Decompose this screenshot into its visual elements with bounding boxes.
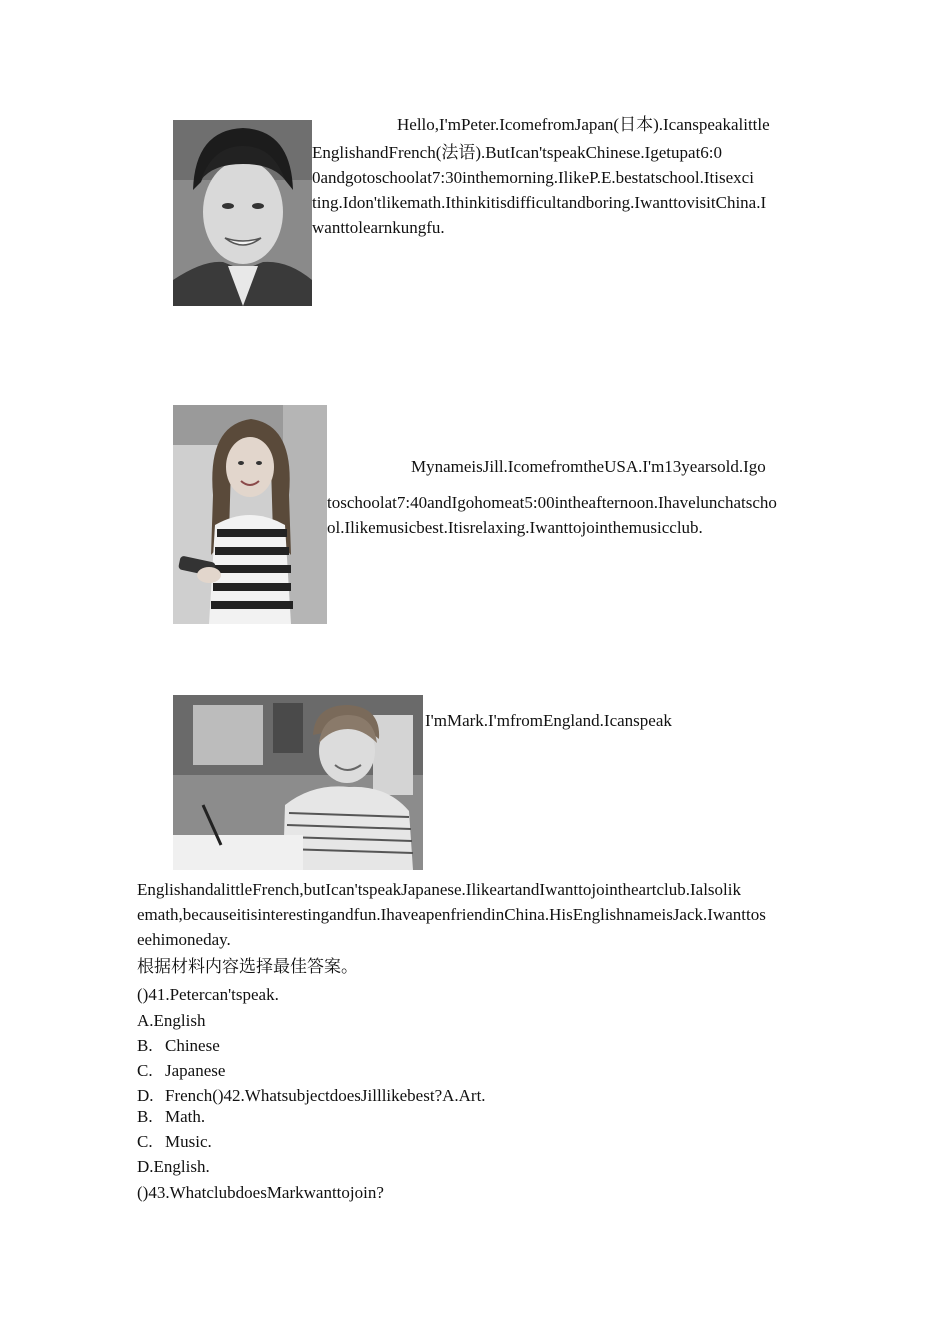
- option-text: Math.: [165, 1107, 206, 1126]
- instruction: 根据材料内容选择最佳答案。: [137, 957, 358, 976]
- jill-text-line-2: toschoolat7:40andIgohomeat5:00intheafternoon.Ihavelunchatscho: [327, 493, 777, 512]
- peter-text-line-5: wanttolearnkungfu.: [312, 218, 445, 237]
- question-41-option-c: [137, 1061, 225, 1081]
- mark-text-line-2: EnglishandalittleFrench,butIcan'tspeakJapanese.IlikeartandIwanttojointheartclub.Ialsolik: [137, 880, 741, 899]
- option-letter: C.: [137, 1061, 153, 1080]
- option-text: Japanese: [165, 1061, 226, 1080]
- option-text: French()42.WhatsubjectdoesJilllikebest?A.Art.: [165, 1086, 486, 1105]
- peter-text-line-4: ting.Idon'tlikemath.Ithinkitisdifficultandboring.IwanttovisitChina.I: [312, 193, 767, 212]
- question-41-option-a: A.English: [137, 1011, 206, 1030]
- question-42-option-c: [137, 1132, 212, 1152]
- jill-text-line-3: ol.Ilikemusicbest.Itisrelaxing.Iwanttojointhemusicclub.: [327, 518, 703, 537]
- question-43-stem: ()43.WhatclubdoesMarkwanttojoin?: [137, 1183, 384, 1202]
- question-41-stem: ()41.Petercan'tspeak.: [137, 985, 279, 1004]
- option-letter: C.: [137, 1132, 153, 1151]
- question-41-option-b: [137, 1036, 220, 1056]
- question-42-option-b: [137, 1107, 205, 1127]
- option-text: Music.: [165, 1132, 212, 1151]
- question-42-option-d: D.English.: [137, 1157, 210, 1176]
- option-text: Chinese: [165, 1036, 220, 1055]
- peter-text-line-2: EnglishandFrench(法语).ButIcan'tspeakChinese.Igetupat6:0: [312, 143, 723, 162]
- peter-text-line-3: 0andgotoschoolat7:30inthemorning.IlikeP.E.bestatschool.Itisexci: [312, 168, 754, 187]
- option-letter: B.: [137, 1036, 153, 1055]
- option-letter: D.: [137, 1086, 154, 1105]
- mark-text-line-1: I'mMark.I'mfromEngland.Icanspeak: [425, 711, 672, 730]
- peter-text-line-1: Hello,I'mPeter.IcomefromJapan(日本).Icanspeakalittle: [397, 115, 770, 134]
- mark-text-line-3: emath,becauseitisinterestingandfun.IhaveapenfriendinChina.HisEnglishnameisJack.Iwanttos: [137, 905, 766, 924]
- question-41-option-d: [137, 1086, 486, 1106]
- option-letter: B.: [137, 1107, 153, 1126]
- jill-text-line-1: MynameisJill.IcomefromtheUSA.I'm13yearsold.Igo: [411, 457, 766, 476]
- jill-photo: [173, 405, 327, 624]
- mark-photo: [173, 695, 423, 870]
- mark-text-line-4: eehimoneday.: [137, 930, 231, 949]
- peter-photo: [173, 120, 312, 306]
